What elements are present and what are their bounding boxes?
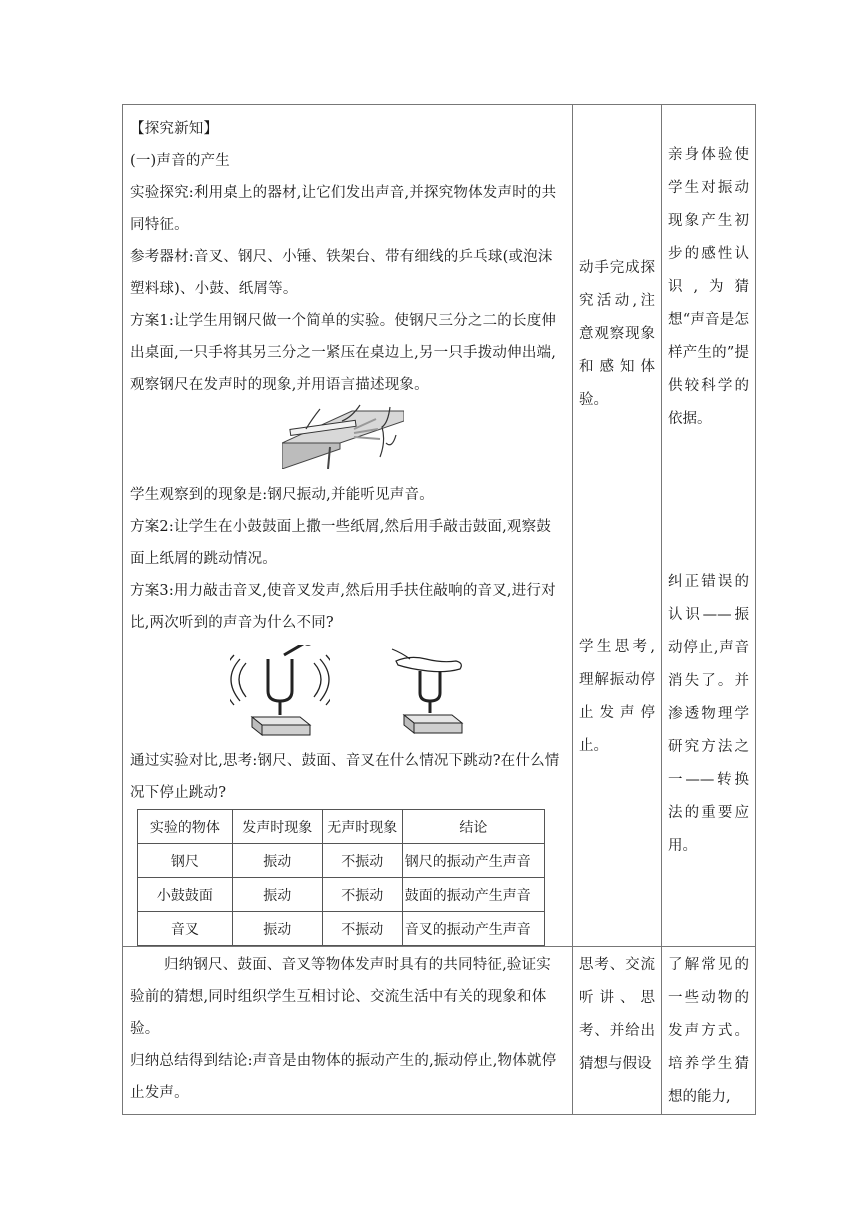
vibrating-tuning-fork-illustration [230, 645, 330, 737]
plan3-paragraph: 方案3:用力敲击音叉,使音叉发声,然后用手扶住敲响的音叉,进行对比,两次听到的声音为什么不同? [130, 583, 556, 631]
table-cell: 振动 [232, 912, 322, 946]
plan2-paragraph: 方案2:让学生在小鼓鼓面上撒一些纸屑,然后用手敲击鼓面,观察鼓面上纸屑的跳动情况。 [130, 519, 552, 567]
design-intent-2: 纠正错误的认识——振动停止,声音消失了。并渗透物理学研究方法之一——转换法的重要应用。 [668, 574, 749, 854]
experiment-paragraph: 实验探究:利用桌上的器材,让它们发出声音,并探究物体发声时的共同特征。 [130, 185, 557, 233]
table-cell: 鼓面的振动产生声音 [402, 878, 544, 912]
steel-ruler-illustration [282, 403, 404, 469]
hand-held-tuning-fork-illustration [390, 641, 470, 737]
experiment-result-table [137, 809, 545, 946]
design-intent-cell-2 [662, 947, 756, 1115]
equipment-paragraph: 参考器材:音叉、钢尺、小锤、铁架台、带有细线的乒乓球(或泡沫塑料球)、小鼓、纸屑等。 [130, 249, 553, 297]
table-cell: 不振动 [322, 844, 402, 878]
comparison-paragraph: 通过实验对比,思考:钢尺、鼓面、音叉在什么情况下跳动?在什么情况下停止跳动? [130, 753, 560, 801]
header-sound-phenomenon: 发声时现象 [232, 810, 322, 844]
teacher-activity-cell [123, 105, 573, 947]
student-activity-2-block [573, 417, 661, 763]
header-silent-phenomenon: 无声时现象 [322, 810, 402, 844]
table-cell: 钢尺 [138, 844, 233, 878]
lesson-row-2 [123, 947, 756, 1115]
table-row [138, 844, 545, 878]
conclusion-paragraph: 归纳总结得到结论:声音是由物体的振动产生的,振动停止,物体就停止发声。 [130, 1053, 557, 1101]
table-cell: 振动 [232, 844, 322, 878]
table-cell: 小鼓鼓面 [138, 878, 233, 912]
student-activity-2: 学生思考,理解振动停止发声停止。 [579, 639, 655, 754]
summary-cell [123, 947, 573, 1115]
table-cell: 不振动 [322, 878, 402, 912]
plan1-paragraph: 方案1:让学生用钢尺做一个简单的实验。使钢尺三分之二的长度伸出桌面,一只手将其另三分之一紧压在桌边上,另一只手拨动伸出端,观察钢尺在发声时的现象,并用语言描述现象。 [130, 313, 557, 393]
header-conclusion: 结论 [402, 810, 544, 844]
section-title: (一)声音的产生 [130, 153, 230, 169]
tuning-fork-figure [130, 641, 565, 741]
design-intent-1: 亲身体验使学生对振动现象产生初步的感性认识,为猜想“声音是怎样产生的”提供较科学的依据。 [668, 147, 749, 427]
result-table-header [138, 810, 545, 844]
header-object: 实验的物体 [138, 810, 233, 844]
table-cell: 钢尺的振动产生声音 [402, 844, 544, 878]
student-activity-cell-2 [573, 947, 662, 1115]
student-activity-1-block [573, 105, 661, 417]
table-row [138, 912, 545, 946]
lesson-plan-table [122, 104, 756, 1115]
student-activity-1: 动手完成探究活动,注意观察现象和感知体验。 [579, 260, 655, 408]
table-cell: 音叉的振动产生声音 [402, 912, 544, 946]
table-cell: 振动 [232, 878, 322, 912]
design-intent-cell [662, 105, 756, 947]
induce-paragraph: 归纳钢尺、鼓面、音叉等物体发声时具有的共同特征,验证实验前的猜想,同时组织学生互相讨论、交流生活中有关的现象和体验。 [130, 957, 552, 1037]
section-heading: 【探究新知】 [130, 121, 219, 137]
table-row [138, 878, 545, 912]
table-cell: 音叉 [138, 912, 233, 946]
design-intent-2-block [662, 436, 755, 863]
observation-paragraph: 学生观察到的现象是:钢尺振动,并能听见声音。 [130, 487, 434, 503]
ruler-figure [130, 403, 565, 473]
design-intent-1-block [662, 105, 755, 436]
student-activity-3: 思考、交流听讲、思考、并给出猜想与假设 [579, 957, 655, 1072]
lesson-row-1 [123, 105, 756, 947]
table-cell: 不振动 [322, 912, 402, 946]
student-activity-cell [573, 105, 662, 947]
design-intent-3: 了解常见的一些动物的发声方式。培养学生猜想的能力, [668, 957, 749, 1105]
